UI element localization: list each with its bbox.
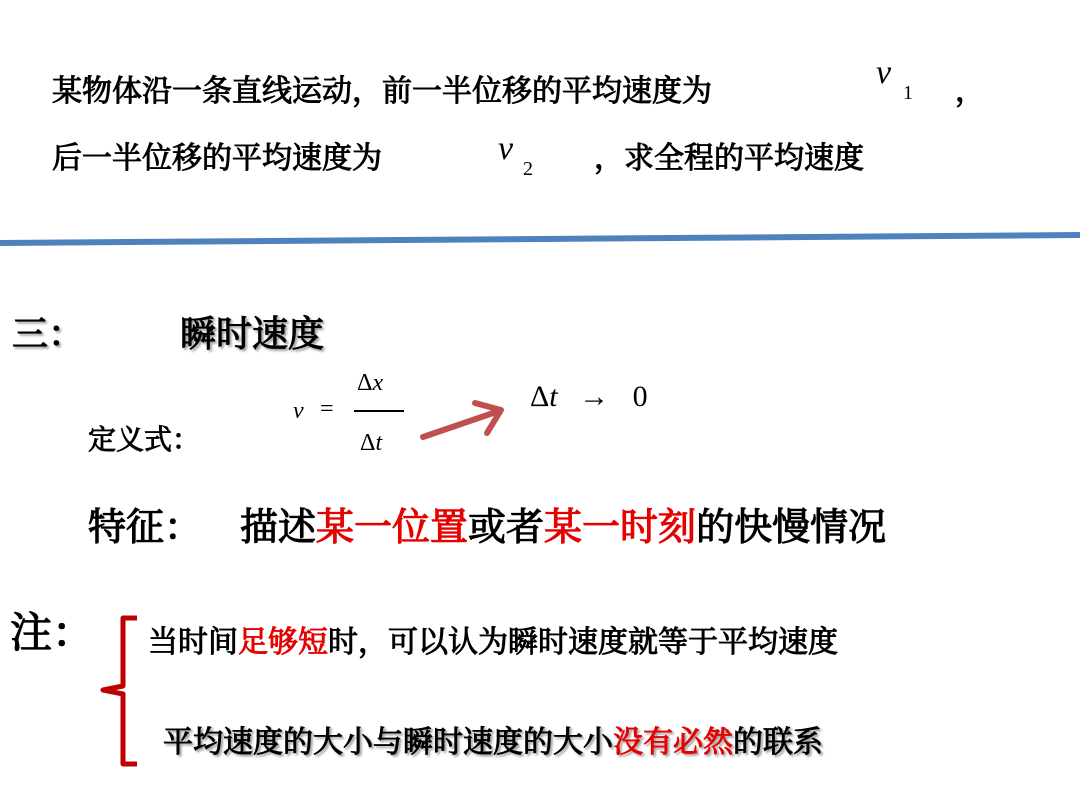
note-line-2	[163, 717, 823, 761]
formula-numerator	[357, 370, 383, 397]
feature-text	[240, 496, 886, 551]
note-line-1-part-1: 当时间	[148, 625, 238, 660]
v1-subscript: 1	[903, 82, 913, 104]
numerator-var: x	[372, 370, 384, 396]
feature-part-1: 描述	[240, 505, 317, 549]
feature-part-2: 或者	[468, 505, 545, 549]
limit-arrow: →	[579, 380, 610, 413]
section-divider	[0, 0, 1080, 260]
formula-lhs: v	[293, 398, 304, 424]
note-line-2-part-2: 的联系	[733, 725, 823, 760]
problem-line-1-end: ，	[955, 74, 985, 109]
formula-equals: =	[320, 396, 334, 422]
v2-symbol: v	[498, 130, 514, 167]
feature-highlight-2: 某一时刻	[544, 505, 697, 549]
note-line-2-part-1: 平均速度的大小与瞬时速度的大小	[163, 725, 613, 760]
fraction-bar	[354, 410, 404, 412]
limit-expression	[530, 380, 648, 414]
numerator-delta: Δ	[357, 370, 373, 396]
section-title: 瞬时速度	[180, 314, 325, 355]
formula-denominator	[360, 430, 382, 457]
feature-highlight-1: 某一位置	[316, 505, 469, 549]
note-title: 注：	[10, 608, 95, 657]
note-line-1	[148, 617, 838, 661]
limit-delta: Δ	[530, 380, 550, 413]
section-number: 三：	[12, 314, 85, 355]
limit-value: 0	[632, 380, 648, 413]
note-line-1-part-2: 时，可以认为瞬时速度就等于平均速度	[328, 625, 838, 660]
note-line-1-highlight: 足够短	[238, 625, 328, 660]
note-line-2-highlight: 没有必然	[613, 725, 733, 760]
feature-part-3: 的快慢情况	[696, 505, 887, 549]
brace-icon	[95, 612, 145, 772]
denominator-var: t	[375, 430, 383, 456]
v1-symbol: v	[876, 54, 892, 91]
problem-line-2-end: ，求全程的平均速度	[594, 141, 864, 176]
denominator-delta: Δ	[360, 430, 376, 456]
problem-line-2-text: 后一半位移的平均速度为	[52, 141, 382, 176]
v2-subscript: 2	[523, 158, 533, 180]
definition-label: 定义式：	[88, 423, 201, 456]
arrow-icon	[415, 395, 515, 445]
limit-var: t	[549, 380, 558, 413]
problem-line-1-text: 某物体沿一条直线运动，前一半位移的平均速度为	[52, 74, 712, 109]
feature-label: 特征：	[88, 505, 203, 549]
